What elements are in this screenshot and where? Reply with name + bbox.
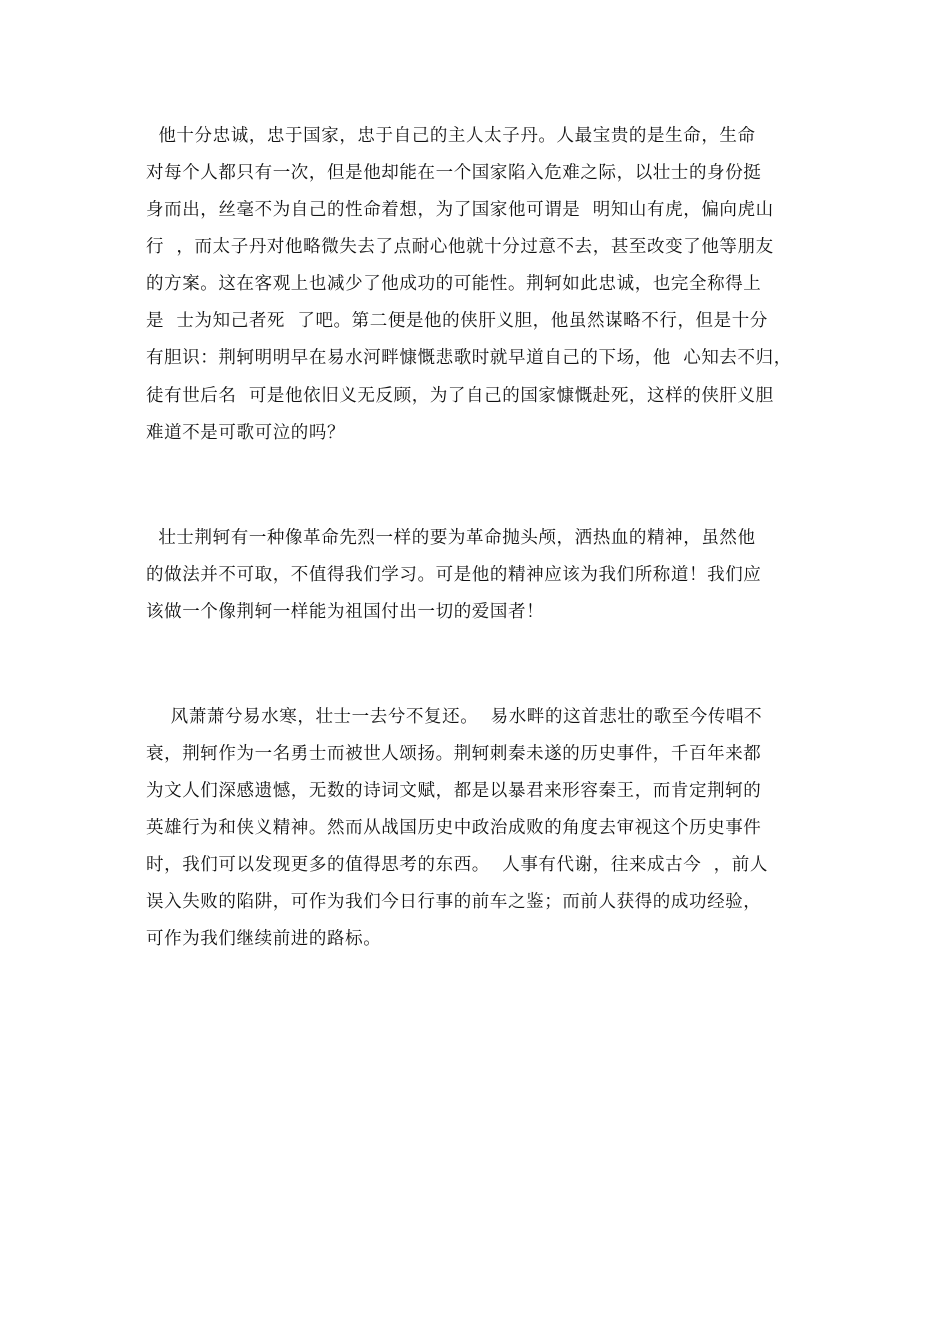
paragraph-line: 难道不是可歌可泣的吗？: [146, 423, 346, 443]
paragraph-line: 身而出，丝毫不为自己的性命着想，为了国家他可谓是 明知山有虎，偏向虎山: [146, 200, 774, 220]
paragraph-line: 的做法并不可取，不值得我们学习。可是他的精神应该为我们所称道！我们应: [146, 565, 762, 585]
paragraph-line: 该做一个像荆轲一样能为祖国付出一切的爱国者！: [146, 602, 545, 622]
paragraph-line: 可作为我们继续前进的路标。: [146, 929, 382, 949]
paragraph-line: 有胆识：荆轲明明早在易水河畔慷慨悲歌时就早道自己的下场，他 心知去不归，: [146, 348, 792, 368]
paragraph-line: 时，我们可以发现更多的值得思考的东西。 人事有代谢，往来成古今 ，前人: [146, 855, 768, 875]
paragraph-line: 他十分忠诚，忠于国家，忠于自己的主人太子丹。人最宝贵的是生命，生命: [146, 126, 756, 146]
paragraph-line: 衰，荆轲作为一名勇士而被世人颂扬。荆轲刺秦未遂的历史事件，千百年来都: [146, 744, 762, 764]
paragraph-line: 为文人们深感遗憾，无数的诗词文赋，都是以暴君来形容秦王，而肯定荆轲的: [146, 781, 762, 801]
paragraph-line: 壮士荆轲有一种像革命先烈一样的要为革命抛头颅，洒热血的精神，虽然他: [146, 528, 756, 548]
paragraph-line: 误入失败的陷阱，可作为我们今日行事的前车之鉴；而前人获得的成功经验，: [146, 892, 762, 912]
paragraph-line: 风萧萧兮易水寒，壮士一去兮不复还。 易水畔的这首悲壮的歌至今传唱不: [146, 707, 763, 727]
paragraph-line: 徒有世后名 可是他依旧义无反顾，为了自己的国家慷慨赴死，这样的侠肝义胆: [146, 386, 774, 406]
paragraph-line: 对每个人都只有一次，但是他却能在一个国家陷入危难之际，以壮士的身份挺: [146, 163, 762, 183]
paragraph-line: 英雄行为和侠义精神。然而从战国历史中政治成败的角度去审视这个历史事件: [146, 818, 762, 838]
paragraph-line: 行 ，而太子丹对他略微失去了点耐心他就十分过意不去，甚至改变了他等朋友: [146, 237, 774, 257]
paragraph-line: 是 士为知己者死 了吧。第二便是他的侠肝义胆，他虽然谋略不行，但是十分: [146, 311, 768, 331]
paragraph-line: 的方案。这在客观上也减少了他成功的可能性。荆轲如此忠诚，也完全称得上: [146, 274, 762, 294]
